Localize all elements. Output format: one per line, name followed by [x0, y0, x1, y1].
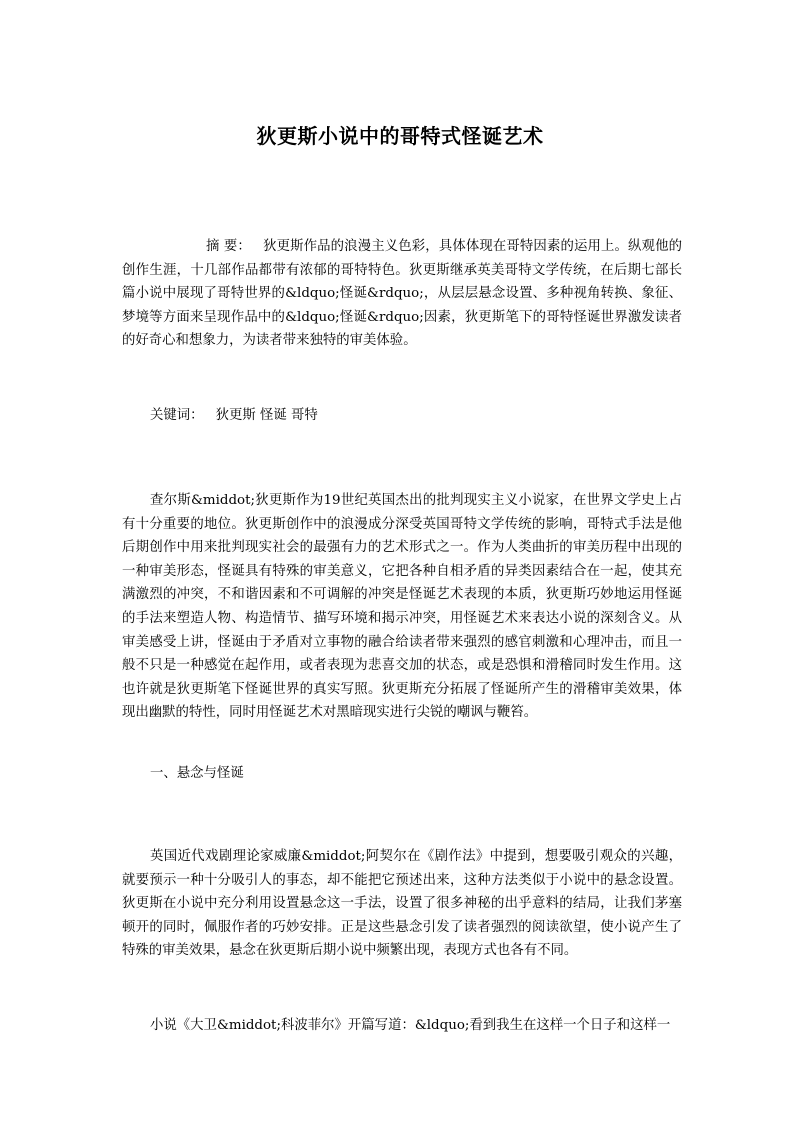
- body-paragraph-1: 查尔斯&middot;狄更斯作为19世纪英国杰出的批判现实主义小说家，在世界文学史上占有十分重要的地位。狄更斯创作中的浪漫成分深受英国哥特文学传统的影响，哥特式手法是他后期创作中用来批判现实社会的最强有力的艺术形式之一。作为人类曲折的审美历程中出现的一种审美形态，怪诞具有特殊的审美意义，它把各种自相矛盾的异类因素结合在一起，使其充满激烈的冲突，不和谐因素和不可调解的冲突是怪诞艺术表现的本质，狄更斯巧妙地运用怪诞的手法来塑造人物、构造情节、描写环境和揭示冲突，用怪诞艺术来表达小说的深刻含义。从审美感受上讲，怪诞由于矛盾对立事物的融合给读者带来强烈的感官刺激和心理冲击，而且一般不只是一种感觉在起作用，或者表现为悲喜交加的状态，或是恐惧和滑稽同时发生作用。这也许就是狄更斯笔下怪诞世界的真实写照。狄更斯充分拓展了怪诞所产生的滑稽审美效果，体现出幽默的特性，同时用怪诞艺术对黑暗现实进行尖锐的嘲讽与鞭笞。: [122, 493, 682, 721]
- body-paragraph-2: 英国近代戏剧理论家威廉&middot;阿契尔在《剧作法》中提到，想要吸引观众的兴趣，就要预示一种十分吸引人的事态，却不能把它预述出来，这种方法类似于小说中的悬念设置。狄更斯在小说中充分利用设置悬念这一手法，设置了很多神秘的出乎意料的结局，让我们茅塞顿开的同时，佩服作者的巧妙安排。正是这些悬念引发了读者强烈的阅读欲望，使小说产生了特殊的审美效果，悬念在狄更斯后期小说中频繁出现，表现方式也各有不同。: [122, 849, 682, 959]
- keywords-label: 关键词：: [150, 408, 204, 423]
- section-heading-1: 一、悬念与怪诞: [150, 766, 244, 781]
- abstract-text: 狄更斯作品的浪漫主义色彩，具体体现在哥特因素的运用上。纵观他的创作生涯，十几部作品都带有浓郁的哥特特色。狄更斯继承英美哥特文学传统，在后期七部长篇小说中展现了哥特世界的&ldquo;怪诞&rdquo;，从层层悬念设置、多种视角转换、象征、梦境等方面来呈现作品中的&ldquo;怪诞&rdquo;因素，狄更斯笔下的哥特怪诞世界激发读者的好奇心和想象力，为读者带来独特的审美体验。: [122, 239, 682, 349]
- abstract-paragraph: [122, 235, 682, 353]
- keywords-text: 狄更斯 怪诞 哥特: [215, 408, 318, 423]
- document-title: 狄更斯小说中的哥特式怪诞艺术: [256, 124, 544, 148]
- body-paragraph-3: 小说《大卫&middot;科波菲尔》开篇写道：&ldquo;看到我生在这样一个日子和这样一: [150, 1018, 671, 1033]
- abstract-label: 摘 要：: [206, 239, 251, 254]
- keywords-paragraph: [122, 404, 682, 428]
